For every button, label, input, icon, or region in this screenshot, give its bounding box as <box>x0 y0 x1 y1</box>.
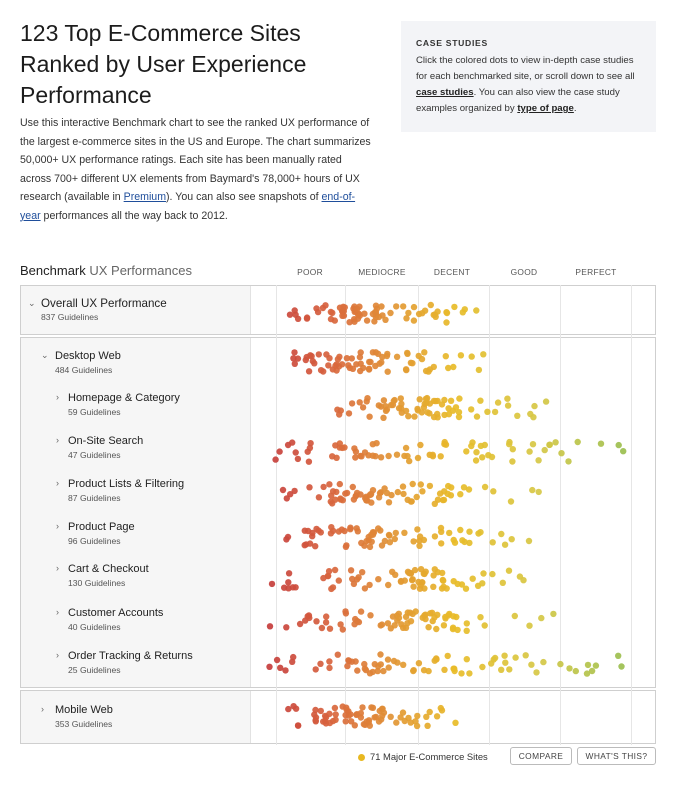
gridline <box>276 285 277 745</box>
benchmark-title <box>20 263 192 278</box>
gridline <box>560 285 561 745</box>
row-label-product-lists[interactable]: Product Lists & Filtering <box>68 478 185 490</box>
legend-dot-icon <box>358 754 365 761</box>
case-studies-text <box>416 53 641 117</box>
type-of-page-link[interactable]: type of page <box>517 103 574 114</box>
case-studies-link[interactable]: case studies <box>416 87 474 98</box>
row-label-cart-checkout[interactable]: Cart & Checkout <box>68 563 149 575</box>
chevron-right-icon[interactable]: › <box>56 607 59 617</box>
gridline <box>345 285 346 745</box>
end-of-year-link[interactable]: end-of-year <box>20 191 356 222</box>
row-sub-mobile: 353 Guidelines <box>55 719 113 729</box>
chevron-right-icon[interactable]: › <box>41 704 44 714</box>
row-label-product-page[interactable]: Product Page <box>68 521 135 533</box>
premium-link[interactable]: Premium <box>123 191 167 203</box>
chevron-down-icon[interactable]: ⌄ <box>41 350 49 360</box>
chevron-down-icon[interactable]: ⌄ <box>28 298 36 308</box>
intro-text-part: ). You can also see snapshots of <box>166 191 322 203</box>
case-studies-text-part: . You can also view the case study examples organized by <box>416 87 620 114</box>
intro-text-part: performances all the way back to 2012. <box>40 209 228 222</box>
row-label-mobile[interactable]: Mobile Web <box>55 704 113 716</box>
scale-label-mediocre: MEDIOCRE <box>358 267 406 277</box>
chevron-right-icon[interactable]: › <box>56 478 59 488</box>
row-label-homepage[interactable]: Homepage & Category <box>68 392 180 404</box>
scale-label-decent: DECENT <box>433 267 471 277</box>
gridline <box>489 285 490 745</box>
scale-label-poor: POOR <box>297 267 323 277</box>
scale-label-perfect: PERFECT <box>575 267 617 277</box>
sites-legend <box>358 751 488 762</box>
mobile-label-column <box>21 691 251 743</box>
desktop-label-column <box>21 338 251 687</box>
chevron-right-icon[interactable]: › <box>56 392 59 402</box>
page-title: 123 Top E-Commerce Sites Ranked by User Experience Performance <box>20 20 307 108</box>
row-sub-homepage: 59 Guidelines <box>68 407 121 417</box>
chevron-right-icon[interactable]: › <box>56 435 59 445</box>
gridline <box>418 285 419 745</box>
row-sub-overall: 837 Guidelines <box>41 312 99 322</box>
row-label-accounts[interactable]: Customer Accounts <box>68 607 164 619</box>
whats-this-button[interactable]: WHAT'S THIS? <box>577 747 656 765</box>
chevron-right-icon[interactable]: › <box>56 521 59 531</box>
overall-label-column <box>21 286 251 334</box>
chevron-right-icon[interactable]: › <box>56 650 59 660</box>
case-studies-box <box>401 21 656 132</box>
row-label-overall[interactable]: Overall UX Performance <box>41 297 167 310</box>
row-sub-order-tracking: 25 Guidelines <box>68 665 121 675</box>
benchmark-title-rest: UX Performances <box>85 263 192 278</box>
row-sub-desktop: 484 Guidelines <box>55 365 113 375</box>
row-label-search[interactable]: On-Site Search <box>68 435 144 447</box>
row-sub-search: 47 Guidelines <box>68 450 121 460</box>
case-studies-text-part: Click the colored dots to view in-depth case studies for each benchmarked site, or scroll down to see all <box>416 55 635 82</box>
case-studies-text-part: . <box>573 103 577 114</box>
row-sub-accounts: 40 Guidelines <box>68 622 121 632</box>
row-sub-product-page: 96 Guidelines <box>68 536 121 546</box>
row-sub-cart-checkout: 130 Guidelines <box>68 578 126 588</box>
row-sub-product-lists: 87 Guidelines <box>68 493 121 503</box>
chevron-right-icon[interactable]: › <box>56 563 59 573</box>
intro-text <box>20 114 375 225</box>
gridline <box>631 285 632 745</box>
sites-legend-label: 71 Major E-Commerce Sites <box>370 751 488 762</box>
row-label-desktop[interactable]: Desktop Web <box>55 350 121 362</box>
intro-text-part: Use this interactive Benchmark chart to see the ranked UX performance of the largest e-commerce sites in the US and Europe. The chart summarizes 50,000+ UX performance ratings. Each site has been manually rated across 700+ different UX elements from Baymard's 78,000+ hours of UX research (available in <box>20 117 371 203</box>
benchmark-title-strong: Benchmark <box>20 263 86 278</box>
scale-label-good: GOOD <box>510 267 538 277</box>
case-studies-title: CASE STUDIES <box>416 38 488 48</box>
row-label-order-tracking[interactable]: Order Tracking & Returns <box>68 650 193 662</box>
compare-button[interactable]: COMPARE <box>510 747 572 765</box>
